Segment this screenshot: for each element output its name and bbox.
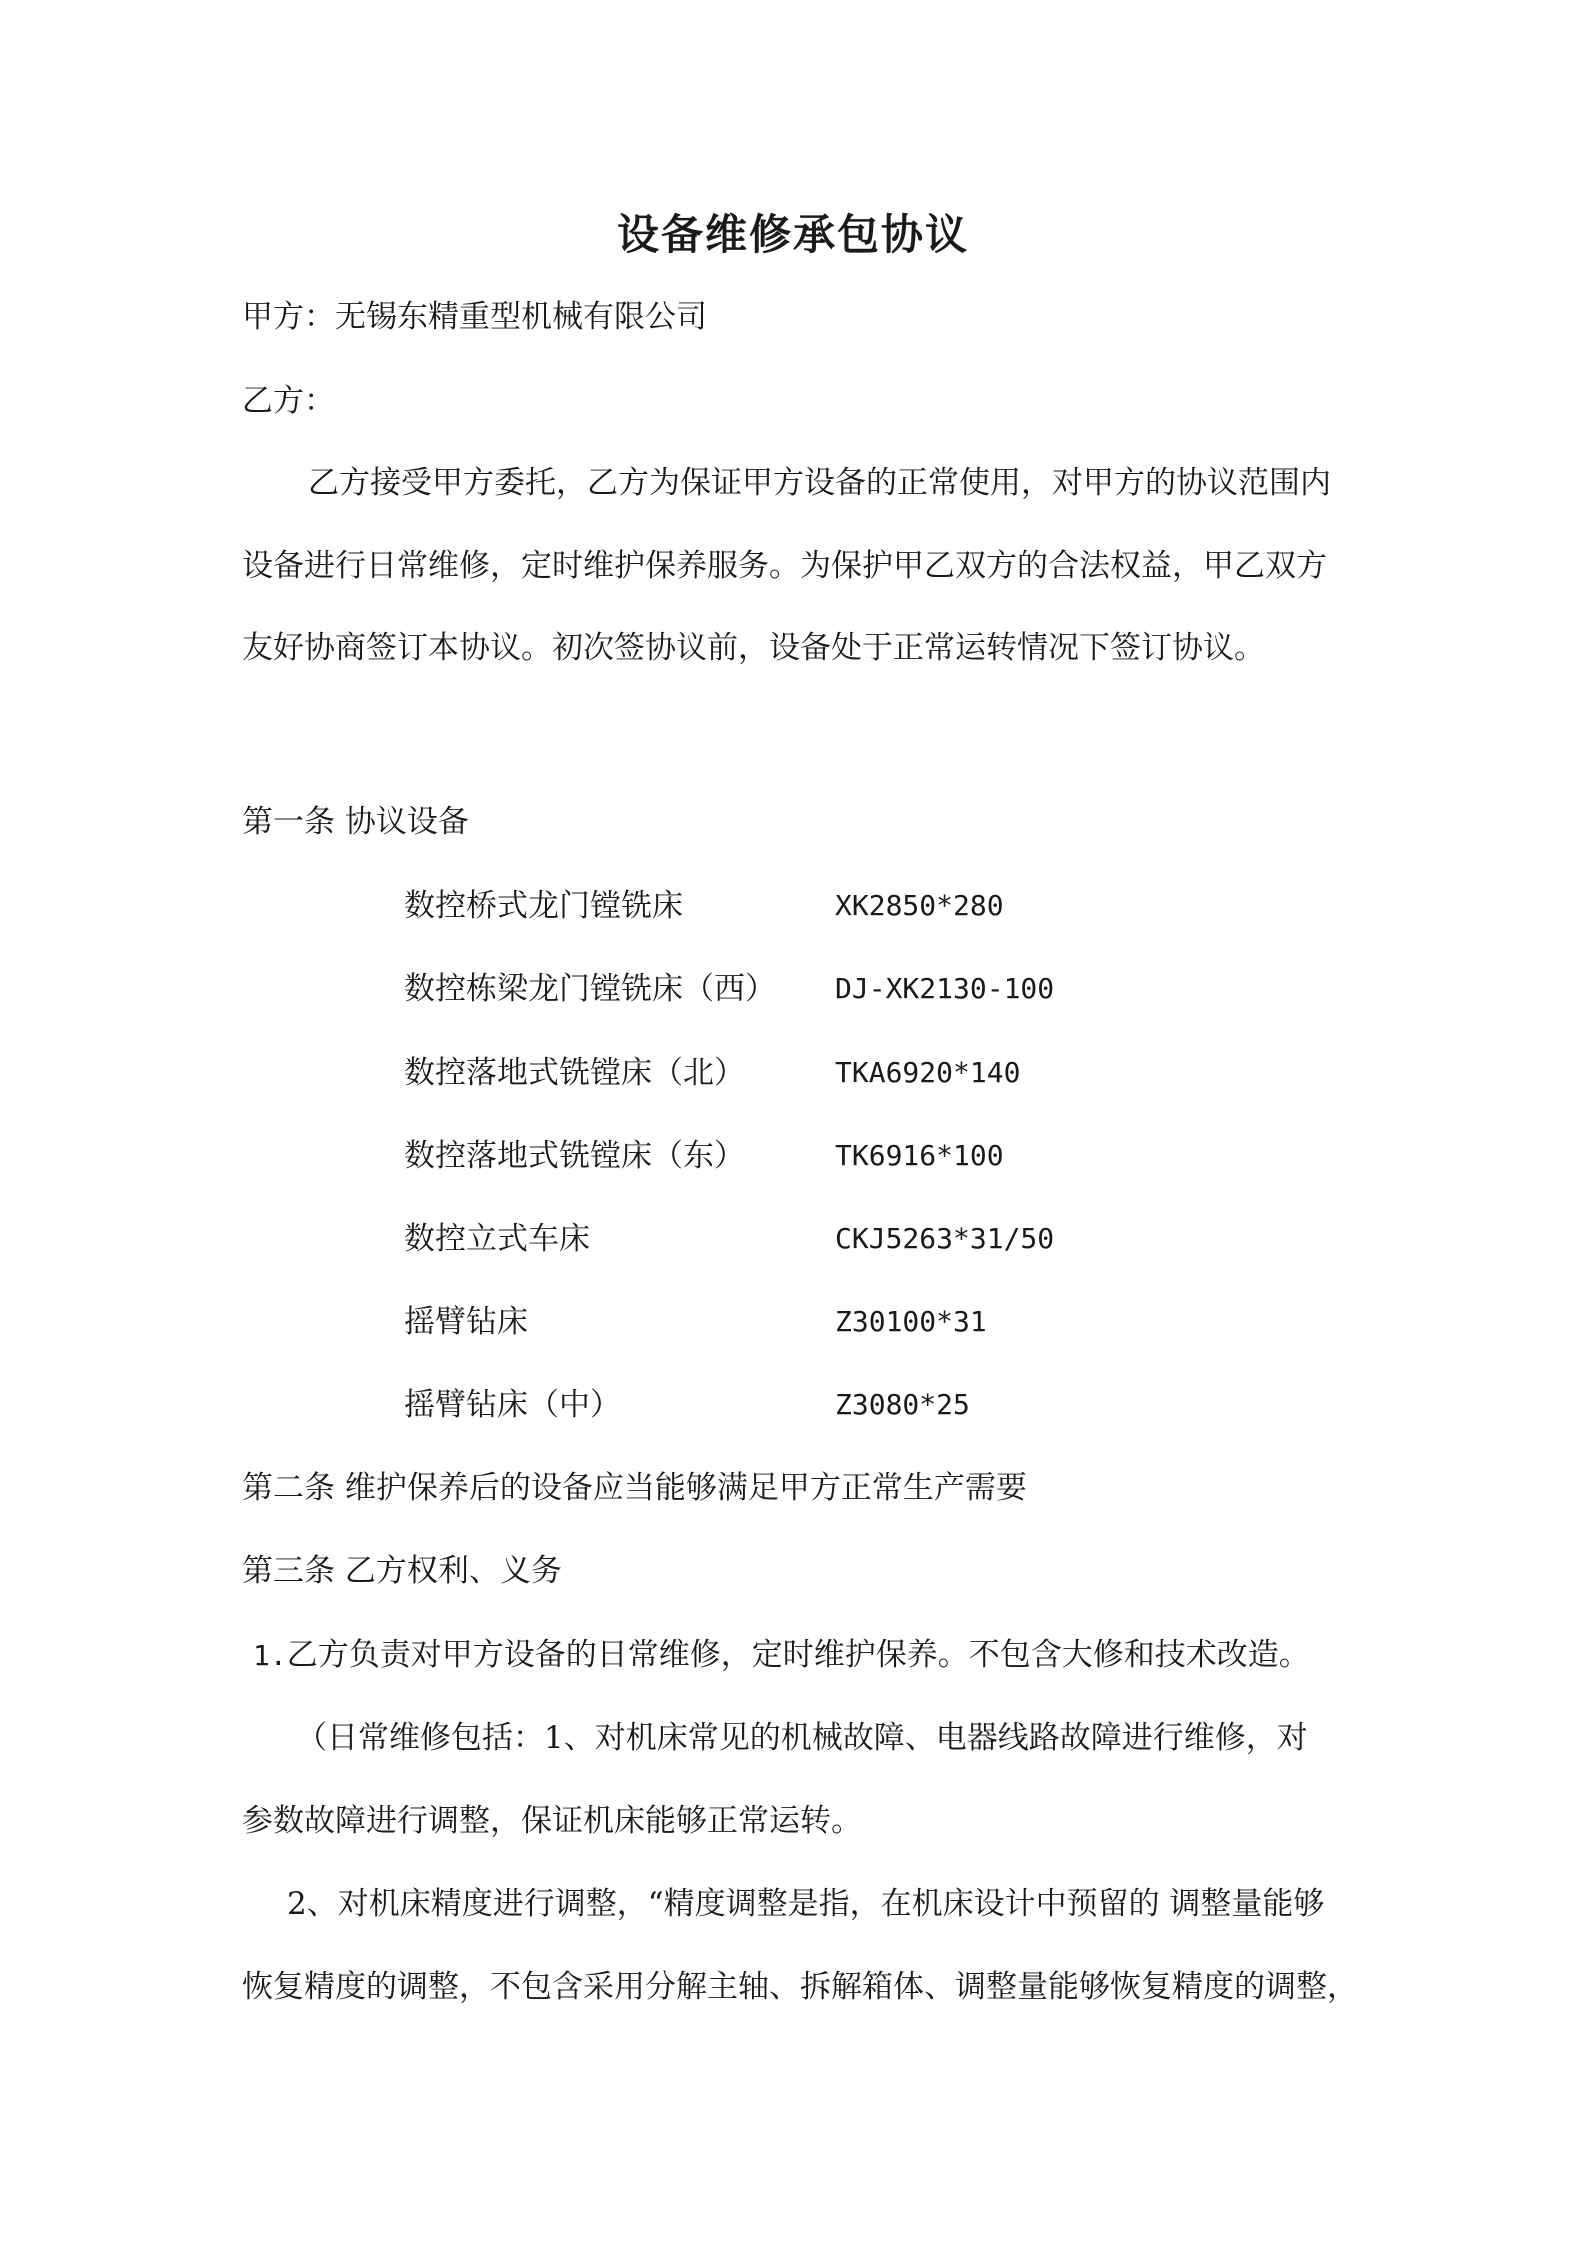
article-3-title: 乙方权利、义务 xyxy=(344,1553,562,1589)
equipment-name: 摇臂钻床 xyxy=(404,1304,528,1340)
daily-maintenance-line-2: 参数故障进行调整，保证机床能够正常运转。 xyxy=(242,1803,862,1839)
equipment-model: TK6916*100 xyxy=(835,1139,1004,1172)
article-2-number: 第二条 xyxy=(242,1470,335,1506)
party-b-line xyxy=(242,380,335,422)
intro-line-2: 设备进行日常维修，定时维护保养服务。为保护甲乙双方的合法权益，甲乙双方 xyxy=(242,548,1327,584)
party-a-name: 无锡东精重型机械有限公司 xyxy=(335,299,707,335)
party-a-line xyxy=(242,296,707,338)
article-3-item-1 xyxy=(253,1634,1310,1677)
equipment-name: 数控立式车床 xyxy=(404,1221,590,1257)
document-title: 设备维修承包协议 xyxy=(616,210,969,259)
article-2-heading xyxy=(242,1467,1027,1509)
article-1-title: 协议设备 xyxy=(344,804,469,840)
equipment-model: DJ-XK2130-100 xyxy=(835,972,1055,1005)
equipment-name: 数控落地式铣镗床（北） xyxy=(404,1055,745,1091)
equipment-name: 摇臂钻床（中） xyxy=(404,1387,621,1423)
equipment-model: TKA6920*140 xyxy=(835,1056,1021,1089)
equipment-model: CKJ5263*31/50 xyxy=(835,1222,1055,1255)
party-b-label: 乙方： xyxy=(242,383,335,419)
item-text: 乙方负责对甲方设备的日常维修，定时维护保养。不包含大修和技术改造。 xyxy=(286,1637,1310,1673)
item-number: 1. xyxy=(253,1639,287,1672)
equipment-name: 数控栋梁龙门镗铣床（西） xyxy=(404,971,776,1007)
article-1-number: 第一条 xyxy=(242,804,335,840)
equipment-model: XK2850*280 xyxy=(835,889,1004,922)
article-2-title: 维护保养后的设备应当能够满足甲方正常生产需要 xyxy=(344,1470,1027,1506)
article-1-heading xyxy=(242,801,469,843)
equipment-model: Z3080*25 xyxy=(835,1388,970,1421)
equipment-model: Z30100*31 xyxy=(835,1305,987,1338)
party-a-label: 甲方： xyxy=(242,299,335,335)
daily-maintenance-line-1: （日常维修包括：1、对机床常见的机械故障、电器线路故障进行维修，对 xyxy=(296,1720,1308,1756)
article-3-item-2-line-1: 2、对机床精度进行调整，“精度调整是指，在机床设计中预留的 调整量能够 xyxy=(287,1886,1325,1922)
article-3-number: 第三条 xyxy=(242,1553,335,1589)
article-3-heading xyxy=(242,1550,562,1592)
intro-line-1: 乙方接受甲方委托，乙方为保证甲方设备的正常使用，对甲方的协议范围内 xyxy=(308,465,1331,501)
article-3-item-2-line-2: 恢复精度的调整，不包含采用分解主轴、拆解箱体、调整量能够恢复精度的调整， xyxy=(242,1969,1358,2005)
equipment-name: 数控落地式铣镗床（东） xyxy=(404,1138,745,1174)
intro-line-3: 友好协商签订本协议。初次签协议前，设备处于正常运转情况下签订协议。 xyxy=(242,630,1265,666)
equipment-name: 数控桥式龙门镗铣床 xyxy=(404,888,683,924)
